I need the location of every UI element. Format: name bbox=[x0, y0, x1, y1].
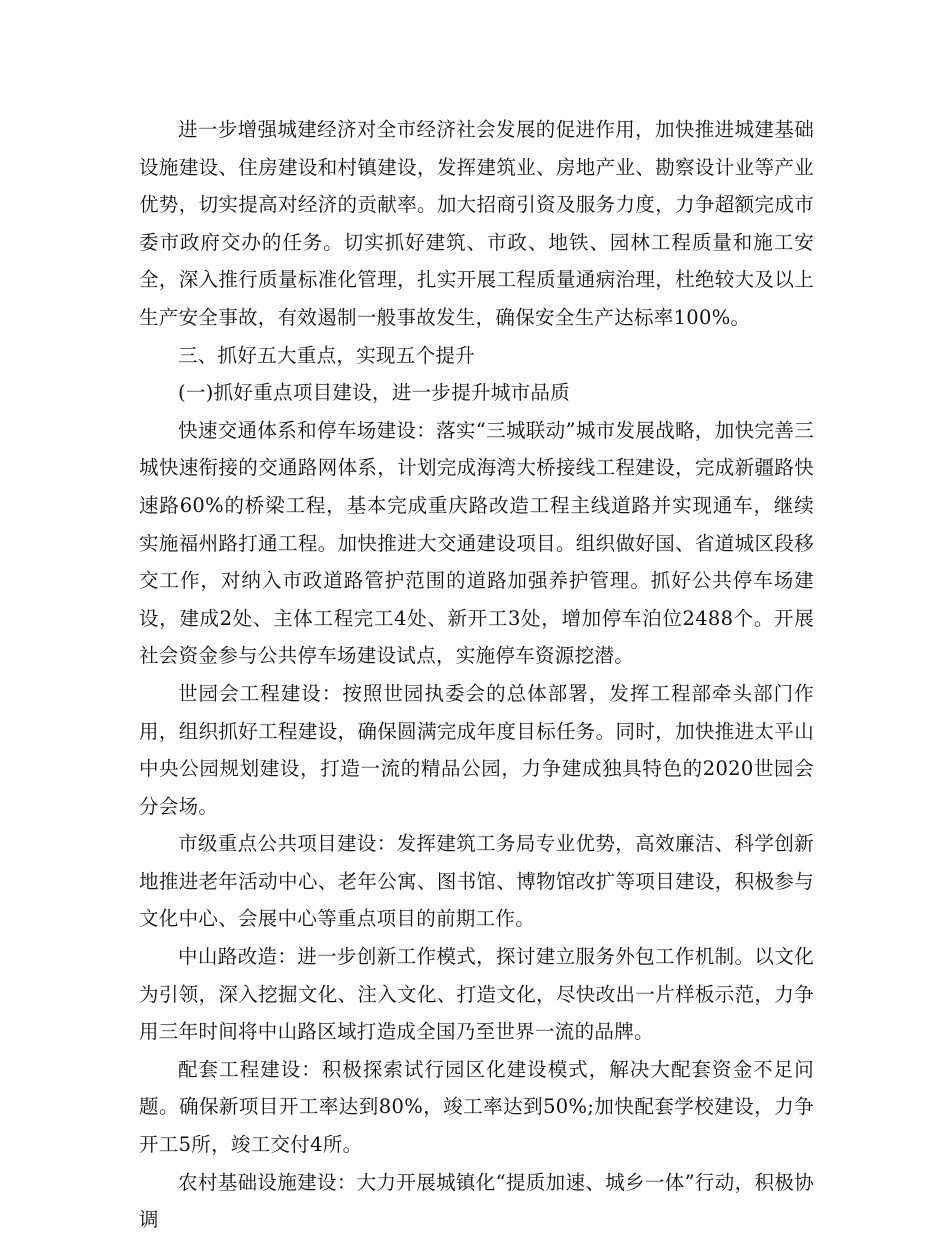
paragraph-supporting-works: 配套工程建设：积极探索试行园区化建设模式，解决大配套资金不足问题。确保新项目开工率达到80%，竣工率达到50%;加快配套学校建设，力争开工5所，竣工交付4所。 bbox=[139, 1057, 814, 1157]
paragraph-zhongshan-road: 中山路改造：进一步创新工作模式，探讨建立服务外包工作机制。以文化为引领，深入挖掘文化、注入文化、打造文化，尽快改出一片样板示范，力争用三年时间将中山路区域打造成全国乃至世界一流的品牌。 bbox=[139, 945, 814, 1044]
document-body bbox=[139, 111, 814, 1239]
paragraph-safety-production: 进一步增强城建经济对全市经济社会发展的促进作用，加快推进城建基础设施建设、住房建设和村镇建设，发挥建筑业、房地产业、勘察设计业等产业优势，切实提高对经济的贡献率。加大招商引资及服务力度，力争超额完成市委市政府交办的任务。切实抓好建筑、市政、地铁、园林工程质量和施工安全，深入推行质量标准化管理，扎实开展工程质量通病治理，杜绝较大及以上生产安全事故，有效遏制一般事故发生，确保安全生产达标率100%。 bbox=[139, 118, 814, 329]
paragraph-public-projects: 市级重点公共项目建设：发挥建筑工务局专业优势，高效廉洁、科学创新地推进老年活动中心、老年公寓、图书馆、博物馆改扩等项目建设，积极参与文化中心、会展中心等重点项目的前期工作。 bbox=[139, 832, 814, 931]
paragraph-expo-construction: 世园会工程建设：按照世园执委会的总体部署，发挥工程部牵头部门作用，组织抓好工程建设，确保圆满完成年度目标任务。同时，加快推进太平山中央公园规划建设，打造一流的精品公园，力争建成独具特色的2020世园会分会场。 bbox=[139, 681, 814, 818]
paragraph-traffic-parking: 快速交通体系和停车场建设：落实“三城联动”城市发展战略，加快完善三城快速衔接的交通路网体系，计划完成海湾大桥接线工程建设，完成新疆路快速路60%的桥梁工程，基本完成重庆路改造工程主线道路并实现通车，继续实施福州路打通工程。加快推进大交通建设项目。组织做好国、省道城区段移交工作，对纳入市政道路管护范围的道路加强养护管理。抓好公共停车场建设，建成2处、主体工程完工4处、新开工3处，增加停车泊位2488个。开展社会资金参与公共停车场建设试点，实施停车资源挖潜。 bbox=[139, 418, 814, 668]
subsection-heading-one: (一)抓好重点项目建设，进一步提升城市品质 bbox=[178, 381, 571, 405]
section-heading-three: 三、抓好五大重点，实现五个提升 bbox=[178, 343, 476, 367]
paragraph-rural-infrastructure: 农村基础设施建设：大力开展城镇化“提质加速、城乡一体”行动，积极协调 bbox=[139, 1170, 814, 1232]
